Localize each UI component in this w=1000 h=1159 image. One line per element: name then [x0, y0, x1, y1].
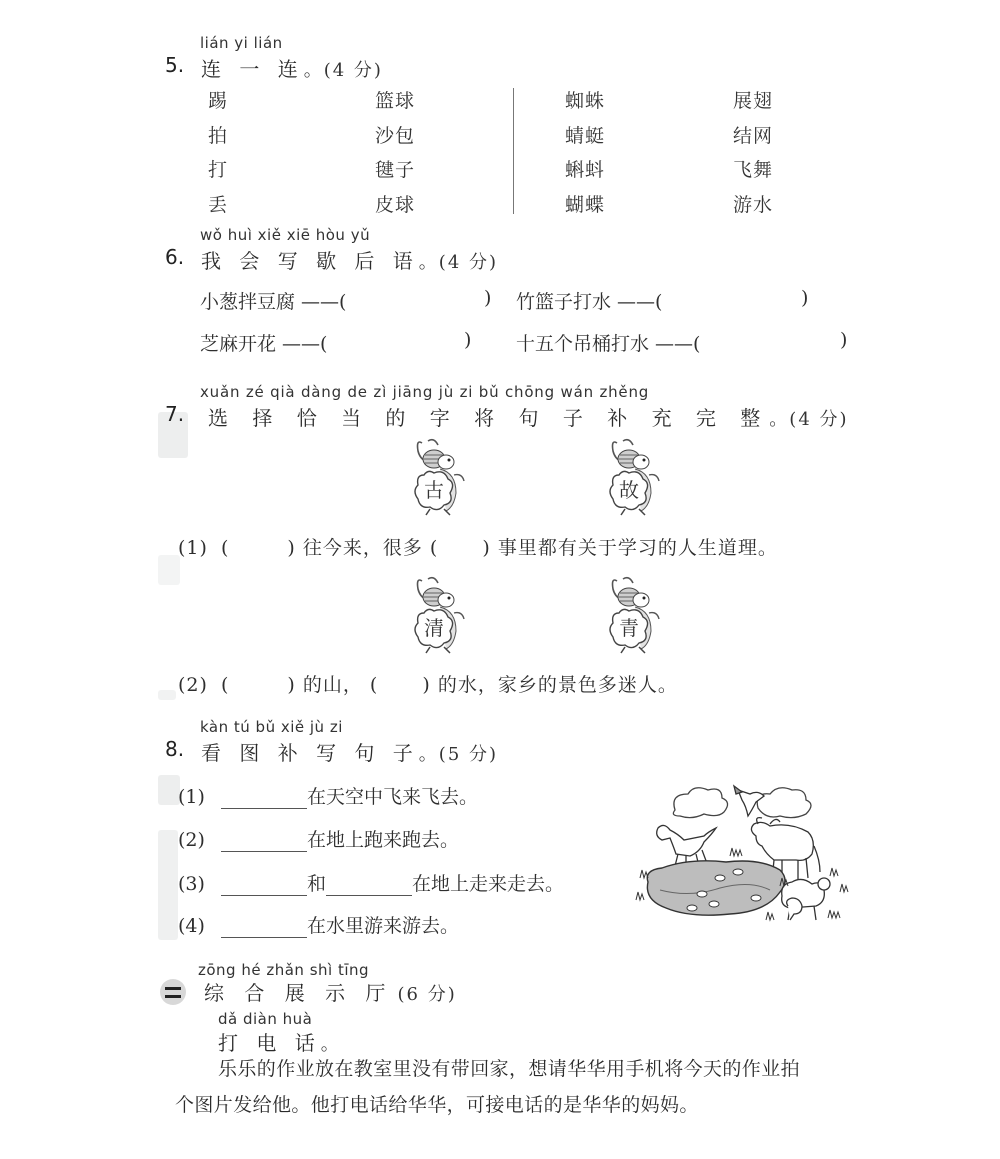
answer-blank[interactable]	[221, 917, 307, 938]
match-item[interactable]: 丢	[208, 193, 229, 216]
close-paren: )	[287, 674, 296, 696]
pond-animals-illustration	[630, 780, 855, 930]
q5-objects-column	[375, 86, 455, 224]
q8-period: 。	[418, 744, 439, 765]
match-item[interactable]: 打	[208, 159, 229, 181]
xiehouyu-answer-field[interactable]	[676, 285, 798, 311]
xiehouyu-answer-field[interactable]	[714, 327, 836, 353]
q8-item-4	[178, 911, 459, 938]
q5-verbs-column	[208, 86, 268, 224]
q5-actions-column	[733, 86, 813, 224]
q7-score: (4 分)	[789, 409, 849, 430]
bee-mascot-icon	[605, 437, 665, 517]
choice-char: 青	[619, 616, 639, 640]
item-text: 在水里游来游去。	[306, 915, 459, 937]
q7-period: 。	[769, 409, 790, 430]
match-item[interactable]: 飞舞	[733, 159, 774, 181]
open-paren: (	[220, 674, 230, 696]
q5-title: 连 一 连	[201, 57, 304, 81]
q5-number: 5.	[165, 53, 185, 77]
xiehouyu-prompt: 芝麻开花 ——(	[200, 333, 328, 355]
open-paren: (	[220, 537, 230, 559]
sentence-text: 事里都有关于学习的人生道理。	[497, 537, 778, 559]
q5-insects-column	[565, 86, 645, 224]
q6-heading	[201, 245, 498, 274]
sentence-label: (2)	[178, 674, 208, 696]
close-paren: )	[482, 537, 491, 559]
xiehouyu-prompt: 竹篮子打水 ——(	[516, 291, 663, 313]
choice-card[interactable]	[605, 575, 665, 655]
match-item[interactable]: 皮球	[375, 193, 416, 216]
choice-card[interactable]	[410, 575, 470, 655]
q7-heading	[208, 402, 849, 431]
match-item[interactable]: 蝌蚪	[565, 159, 606, 181]
bee-mascot-icon	[605, 575, 665, 655]
q8-number: 8.	[165, 737, 185, 761]
scan-smudge	[158, 775, 180, 805]
sentence-label: (1)	[178, 537, 208, 559]
q7-sentence-2	[178, 670, 678, 697]
match-item[interactable]: 蜘蛛	[565, 90, 606, 112]
match-item[interactable]: 展翅	[733, 90, 774, 112]
close-paren: )	[464, 329, 472, 351]
item-label: (4)	[178, 915, 205, 937]
scan-smudge	[158, 830, 178, 940]
bee-mascot-icon	[410, 437, 470, 517]
xiehouyu-prompt: 小葱拌豆腐 ——(	[200, 291, 347, 313]
xiehouyu-prompt: 十五个吊桶打水 ——(	[516, 333, 701, 355]
scan-smudge	[158, 555, 180, 585]
item-text: 在地上跑来跑去。	[306, 829, 459, 851]
answer-blank[interactable]	[326, 875, 412, 896]
choice-char: 故	[619, 478, 639, 502]
q7-number: 7.	[165, 402, 185, 426]
item-label: (1)	[178, 786, 205, 808]
q8-item-3	[178, 869, 564, 896]
choice-card[interactable]	[410, 437, 470, 517]
section2-heading	[204, 977, 457, 1006]
q8-item-1	[178, 782, 478, 809]
q7-title: 选 择 恰 当 的 字 将 句 子 补 充 完 整	[208, 406, 770, 430]
open-paren: (	[369, 674, 379, 696]
q8-heading	[201, 737, 498, 766]
phone-call-title: 打 电 话	[218, 1031, 321, 1055]
close-paren: )	[287, 537, 296, 559]
answer-blank[interactable]	[221, 875, 307, 896]
q8-pinyin: kàn tú bǔ xiě jù zi	[200, 718, 343, 736]
close-paren: )	[801, 287, 809, 309]
item-text: 在天空中飞来飞去。	[306, 786, 478, 808]
item-label: (3)	[178, 873, 205, 895]
match-item[interactable]: 游水	[733, 193, 774, 216]
bee-mascot-icon	[410, 575, 470, 655]
q8-title: 看 图 补 写 句 子	[201, 741, 419, 765]
q8-score: (5 分)	[438, 744, 499, 765]
q5-heading	[201, 53, 383, 82]
xiehouyu-answer-field[interactable]	[338, 285, 480, 311]
match-item[interactable]: 结网	[733, 124, 774, 147]
match-item[interactable]: 踢	[208, 90, 229, 112]
story-line-2: 个图片发给他。他打电话给华华，可接电话的是华华的妈妈。	[175, 1094, 699, 1116]
close-paren: )	[484, 287, 492, 309]
column-divider	[513, 88, 514, 214]
item-text: 和	[306, 873, 326, 895]
xiehouyu-answer-field[interactable]	[338, 327, 462, 353]
q6-period: 。	[418, 252, 439, 273]
story-line-1: 乐乐的作业放在教室里没有带回家，想请华华用手机将今天的作业拍	[218, 1058, 801, 1080]
section-number-badge	[160, 979, 186, 1005]
match-item[interactable]: 蝴蝶	[565, 193, 606, 216]
q5-score: (4 分)	[323, 60, 383, 81]
match-item[interactable]: 拍	[208, 124, 229, 147]
q7-pinyin: xuǎn zé qià dàng de zì jiāng jù zi bǔ chōng wán zhěng	[200, 383, 650, 401]
section2-title: 综 合 展 示 厅	[204, 981, 393, 1005]
q6-pinyin: wǒ huì xiě xiē hòu yǔ	[200, 226, 371, 244]
q8-item-2	[178, 825, 459, 852]
answer-blank[interactable]	[221, 831, 307, 852]
match-item[interactable]: 篮球	[375, 90, 416, 112]
close-paren: )	[840, 329, 848, 351]
q6-title: 我 会 写 歇 后 语	[201, 249, 419, 273]
section2-score: (6 分)	[397, 984, 457, 1005]
sentence-text: 的水，家乡的景色多迷人。	[437, 674, 678, 696]
q5-period: 。	[303, 60, 324, 81]
phone-call-period: 。	[320, 1034, 341, 1055]
answer-blank[interactable]	[221, 788, 307, 809]
close-paren: )	[422, 674, 431, 696]
phone-call-pinyin: dǎ diàn huà	[218, 1010, 313, 1028]
match-item[interactable]: 沙包	[375, 124, 416, 147]
q7-sentence-1	[178, 533, 778, 560]
sheep-icon	[782, 878, 830, 920]
section2-pinyin: zōng hé zhǎn shì tīng	[198, 961, 370, 979]
sentence-text: 的山，	[302, 674, 363, 696]
open-paren: (	[429, 537, 439, 559]
item-text: 在地上走来走去。	[411, 873, 564, 895]
choice-char: 古	[424, 478, 444, 502]
match-item[interactable]: 蜻蜓	[565, 124, 606, 147]
sentence-text: 往今来，很多	[302, 537, 423, 559]
item-label: (2)	[178, 829, 205, 851]
match-item[interactable]: 毽子	[375, 159, 416, 181]
scan-smudge	[158, 690, 176, 700]
choice-card[interactable]	[605, 437, 665, 517]
choice-char: 清	[424, 616, 444, 640]
q5-pinyin: lián yi lián	[200, 34, 283, 52]
q6-score: (4 分)	[438, 252, 499, 273]
q6-number: 6.	[165, 245, 185, 269]
